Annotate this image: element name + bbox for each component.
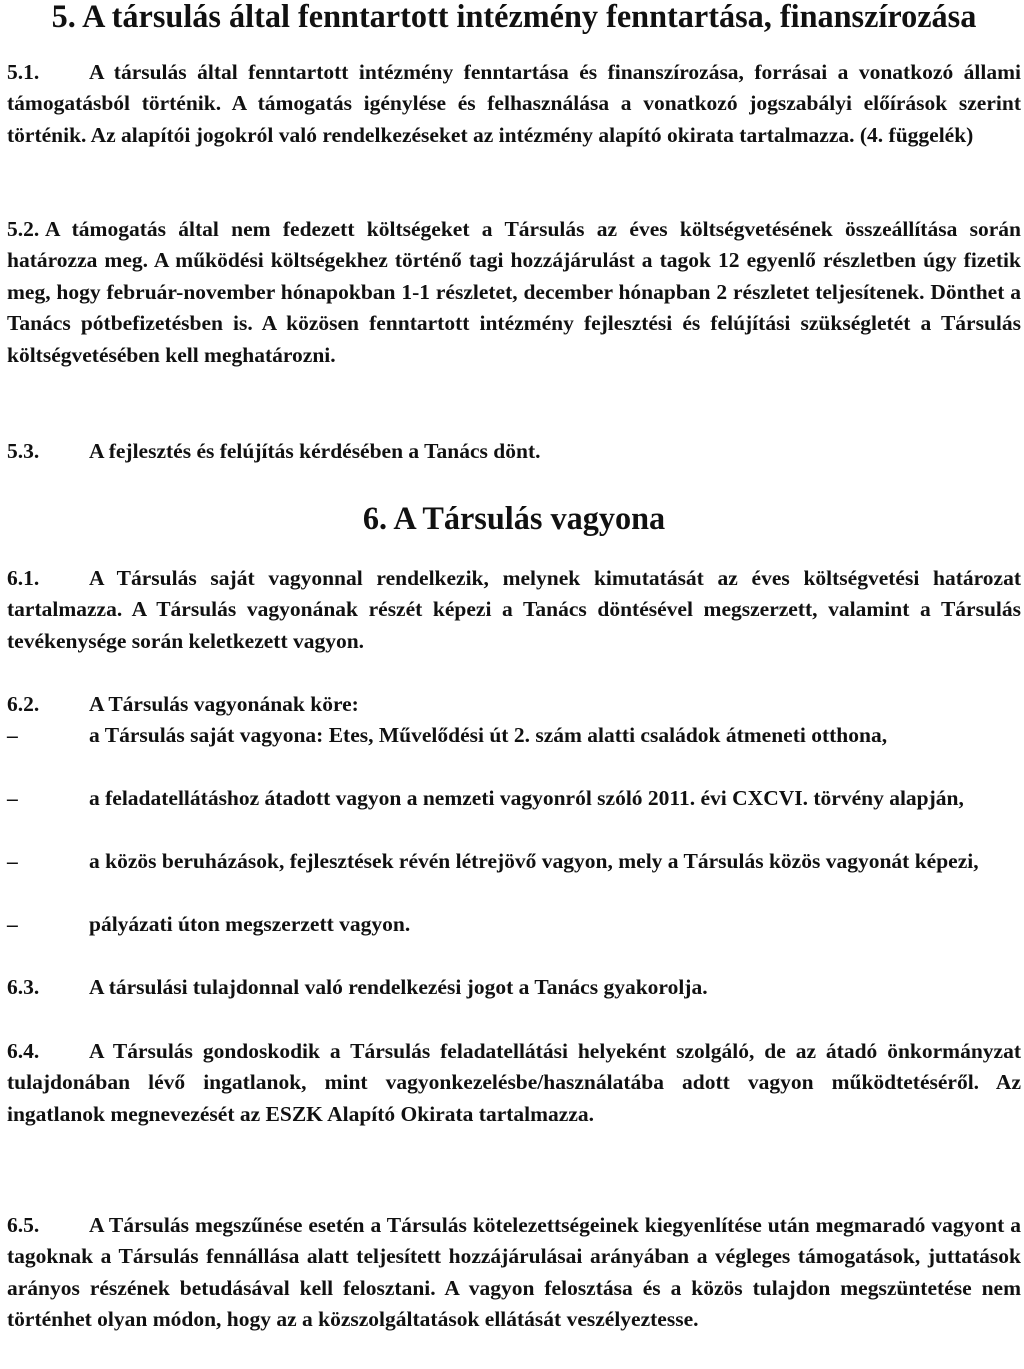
- list-dash: –: [7, 786, 18, 810]
- list-item: [7, 720, 1021, 751]
- paragraph-number: 5.1.: [7, 60, 40, 84]
- list-item-text: a közös beruházások, fejlesztések révén létrejövő vagyon, mely a Társulás közös vagyonát képezi,: [89, 849, 979, 873]
- paragraph-5-2: [7, 214, 1021, 371]
- paragraph-6-3: [7, 972, 1021, 1003]
- paragraph-number: 6.3.: [7, 975, 40, 999]
- list-item: [7, 909, 1021, 940]
- paragraph-number: 5.2.: [7, 217, 40, 241]
- paragraph-text: A társulási tulajdonnal való rendelkezési jogot a Tanács gyakorolja.: [89, 975, 708, 999]
- section-5-title: 5. A társulás által fenntartott intézmény fenntartása, finanszírozása: [51, 0, 977, 34]
- list-item-text: pályázati úton megszerzett vagyon.: [89, 912, 411, 936]
- paragraph-text: A Társulás gondoskodik a Társulás feladatellátási helyeként szolgáló, de az átadó önkormányzat tulajdonában lévő ingatlanok, mint vagyonkezelésbe/használatába adott vagyon működtetéséről. Az ingatlanok megnevezését az ESZK Alapító Okirata tartalmazza.: [7, 1039, 1021, 1126]
- paragraph-number: 6.5.: [7, 1213, 40, 1237]
- list-item: [7, 783, 1021, 814]
- paragraph-number: 5.3.: [7, 439, 40, 463]
- paragraph-5-1: [7, 57, 1021, 151]
- list-item: [7, 846, 1021, 877]
- section-6-title: 6. A Társulás vagyona: [362, 500, 666, 536]
- paragraph-text: A Társulás megszűnése esetén a Társulás kötelezettségeinek kiegyenlítése után megmaradó vagyont a tagoknak a Társulás fennállása alatt teljesített hozzájárulásai arányában a végleges támogatások, juttatások arányos részének betudásával kell felosztani. A vagyon felosztása és a közös tulajdon megszüntetése nem történhet olyan módon, hogy az a közszolgáltatások ellátását veszélyeztesse.: [7, 1213, 1021, 1332]
- list-item-text: a feladatellátáshoz átadott vagyon a nemzeti vagyonról szóló 2011. évi CXCVI. törvény alapján,: [89, 786, 964, 810]
- paragraph-number: 6.1.: [7, 566, 40, 590]
- paragraph-5-3: [7, 436, 1021, 467]
- list-item-text: a Társulás saját vagyona: Etes, Művelődési út 2. szám alatti családok átmeneti otthona,: [89, 723, 888, 747]
- paragraph-text: A Társulás vagyonának köre:: [89, 692, 359, 716]
- paragraph-text: A támogatás által nem fedezett költségeket a Társulás az éves költségvetésének összeállítása során határozza meg. A működési költségekhez történő tagi hozzájárulást a tagok 12 egyenlő részletben úgy fizetik meg, hogy február-november hónapokban 1-1 részletet, december hónapban 2 részletet teljesítenek. Dönthet a Tanács pótbefizetésben is. A közösen fenntartott intézmény fejlesztési és felújítási szükségletét a Társulás költségvetésében kell meghatározni.: [7, 217, 1021, 367]
- list-dash: –: [7, 912, 18, 936]
- paragraph-6-4: [7, 1036, 1021, 1130]
- list-dash: –: [7, 849, 18, 873]
- list-dash: –: [7, 723, 18, 747]
- paragraph-6-1: [7, 563, 1021, 657]
- paragraph-number: 6.2.: [7, 692, 40, 716]
- paragraph-number: 6.4.: [7, 1039, 40, 1063]
- paragraph-text: A társulás által fenntartott intézmény fenntartása és finanszírozása, forrásai a vonatkozó állami támogatásból történik. A támogatás igénylése és felhasználása a vonatkozó jogszabályi előírások szerint történik. Az alapítói jogokról való rendelkezéseket az intézmény alapító okirata tartalmazza. (4. függelék): [7, 60, 1021, 147]
- paragraph-text: A fejlesztés és felújítás kérdésében a Tanács dönt.: [89, 439, 541, 463]
- paragraph-6-5: [7, 1210, 1021, 1336]
- paragraph-6-2: [7, 689, 1021, 720]
- paragraph-text: A Társulás saját vagyonnal rendelkezik, melynek kimutatását az éves költségvetési határozat tartalmazza. A Társulás vagyonának részét képezi a Tanács döntésével megszerzett, valamint a Társulás tevékenysége során keletkezett vagyon.: [7, 566, 1021, 653]
